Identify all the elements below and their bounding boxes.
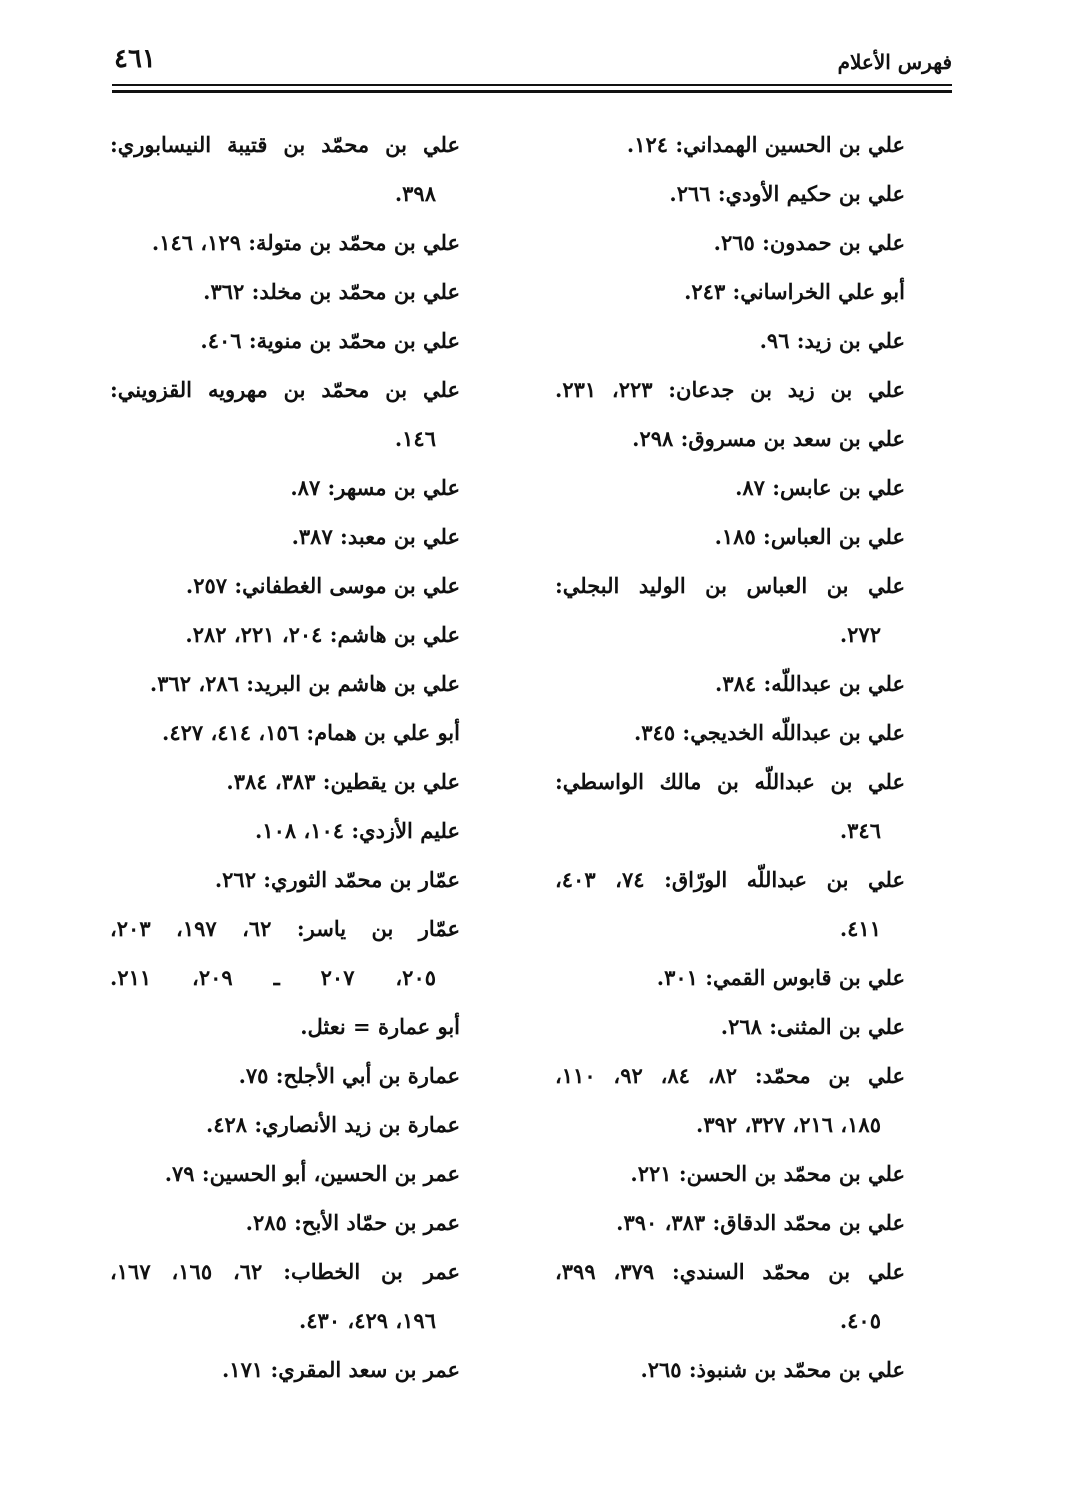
index-column-right xyxy=(555,120,905,1394)
index-entry-line: عمّار بن ياسر: ٦٢، ١٩٧، ٢٠٣، xyxy=(110,916,460,941)
header-rule-thick xyxy=(112,90,952,93)
index-entry-line: عليم الأزدي: ١٠٤، ١٠٨. xyxy=(254,818,460,843)
index-entry-line: علي بن عبداللّه بن مالك الواسطي: xyxy=(555,769,905,794)
index-entry-line: ٢٧٢. xyxy=(839,622,881,647)
index-entry-line: عمّار بن محمّد الثوري: ٢٦٢. xyxy=(214,867,460,892)
index-entry-line: عمارة بن أبي الأجلح: ٧٥. xyxy=(238,1063,460,1088)
index-entry-line: عمارة بن زيد الأنصاري: ٤٢٨. xyxy=(205,1112,460,1137)
index-entry-line: علي بن مسهر: ٨٧. xyxy=(290,475,460,500)
index-entry-line: أبو عمارة = نعثل. xyxy=(300,1014,460,1039)
index-entry-line: علي بن سعد بن مسروق: ٢٩٨. xyxy=(632,426,905,451)
index-entry-line: علي بن عابس: ٨٧. xyxy=(735,475,905,500)
index-entry-line: علي بن محمّد بن متولة: ١٢٩، ١٤٦. xyxy=(151,230,460,255)
running-title: فهرس الأعلام xyxy=(837,50,952,74)
index-entry-line: علي بن عبداللّه الخديجي: ٣٤٥. xyxy=(633,720,905,745)
index-entry-line: علي بن محمّد الدقاق: ٣٨٣، ٣٩٠. xyxy=(616,1210,905,1235)
index-entry-line: علي بن هاشم: ٢٠٤، ٢٢١، ٢٨٢. xyxy=(185,622,460,647)
index-entry-line: عمر بن الحسين، أبو الحسين: ٧٩. xyxy=(164,1161,460,1186)
index-entry-line: ٤١١. xyxy=(839,916,881,941)
index-entry-line: علي بن معبد: ٣٨٧. xyxy=(291,524,460,549)
index-entry-line: ١٤٦. xyxy=(394,426,436,451)
index-entry-line: عمر بن سعد المقري: ١٧١. xyxy=(221,1357,460,1382)
index-entry-line: علي بن محمّد السندي: ٣٧٩، ٣٩٩، xyxy=(555,1259,905,1284)
index-entry-line: علي بن عبداللّه الورّاق: ٧٤، ٤٠٣، xyxy=(555,867,905,892)
index-column-left xyxy=(110,120,460,1394)
index-entry-line: علي بن زيد: ٩٦. xyxy=(759,328,905,353)
index-entry-line: عمر بن حمّاد الأبح: ٢٨٥. xyxy=(245,1210,460,1235)
index-entry-line: ٤٠٥. xyxy=(839,1308,881,1333)
index-entry-line: ١٨٥، ٢١٦، ٣٢٧، ٣٩٢. xyxy=(696,1112,881,1137)
index-entry-line: علي بن محمّد بن مهرويه القزويني: xyxy=(110,377,460,402)
index-entry-line: ٢٠٥، ٢٠٧ ـ ٢٠٩، ٢١١. xyxy=(110,965,437,990)
index-entry-line: ٣٤٦. xyxy=(839,818,881,843)
index-entry-line: علي بن زيد بن جدعان: ٢٢٣، ٢٣١. xyxy=(555,377,905,402)
index-entry-line: علي بن هاشم بن البريد: ٢٨٦، ٣٦٢. xyxy=(149,671,460,696)
index-entry-line: علي بن محمّد بن قتيبة النيسابوري: xyxy=(110,132,460,157)
index-entry-line: علي بن الحسين الهمداني: ١٢٤. xyxy=(626,132,905,157)
index-entry-line: علي بن حمدون: ٢٦٥. xyxy=(713,230,905,255)
index-entry-line: علي بن محمّد بن شنبوذ: ٢٦٥. xyxy=(640,1357,905,1382)
index-entry-line: أبو علي بن همام: ١٥٦، ٤١٤، ٤٢٧. xyxy=(162,720,460,745)
index-entry-line: علي بن يقطين: ٣٨٣، ٣٨٤. xyxy=(226,769,460,794)
header-rule-thin xyxy=(112,84,952,86)
index-entry-line: علي بن المثنى: ٢٦٨. xyxy=(720,1014,905,1039)
index-entry-line: ١٩٦، ٤٢٩، ٤٣٠. xyxy=(298,1308,436,1333)
index-entry-line: علي بن محمّد بن الحسن: ٢٢١. xyxy=(630,1161,905,1186)
index-entry-line: علي بن محمّد: ٨٢، ٨٤، ٩٢، ١١٠، xyxy=(555,1063,905,1088)
index-entry-line: علي بن حكيم الأودي: ٢٦٦. xyxy=(669,181,905,206)
page-header xyxy=(112,40,952,80)
index-entry-line: علي بن عبداللّه: ٣٨٤. xyxy=(715,671,905,696)
index-entry-line: علي بن موسى الغطفاني: ٢٥٧. xyxy=(185,573,460,598)
index-entry-line: علي بن محمّد بن مخلد: ٣٦٢. xyxy=(203,279,460,304)
page-number: ٤٦١ xyxy=(114,44,156,74)
index-entry-line: علي بن قابوس القمي: ٣٠١. xyxy=(656,965,905,990)
index-entry-line: عمر بن الخطاب: ٦٢، ١٦٥، ١٦٧، xyxy=(110,1259,460,1284)
index-entry-line: علي بن محمّد بن منوية: ٤٠٦. xyxy=(200,328,460,353)
index-entry-line: ٣٩٨. xyxy=(394,181,436,206)
index-entry-line: علي بن العباس بن الوليد البجلي: xyxy=(555,573,905,598)
index-entry-line: أبو علي الخراساني: ٢٤٣. xyxy=(684,279,905,304)
index-entry-line: علي بن العباس: ١٨٥. xyxy=(714,524,905,549)
